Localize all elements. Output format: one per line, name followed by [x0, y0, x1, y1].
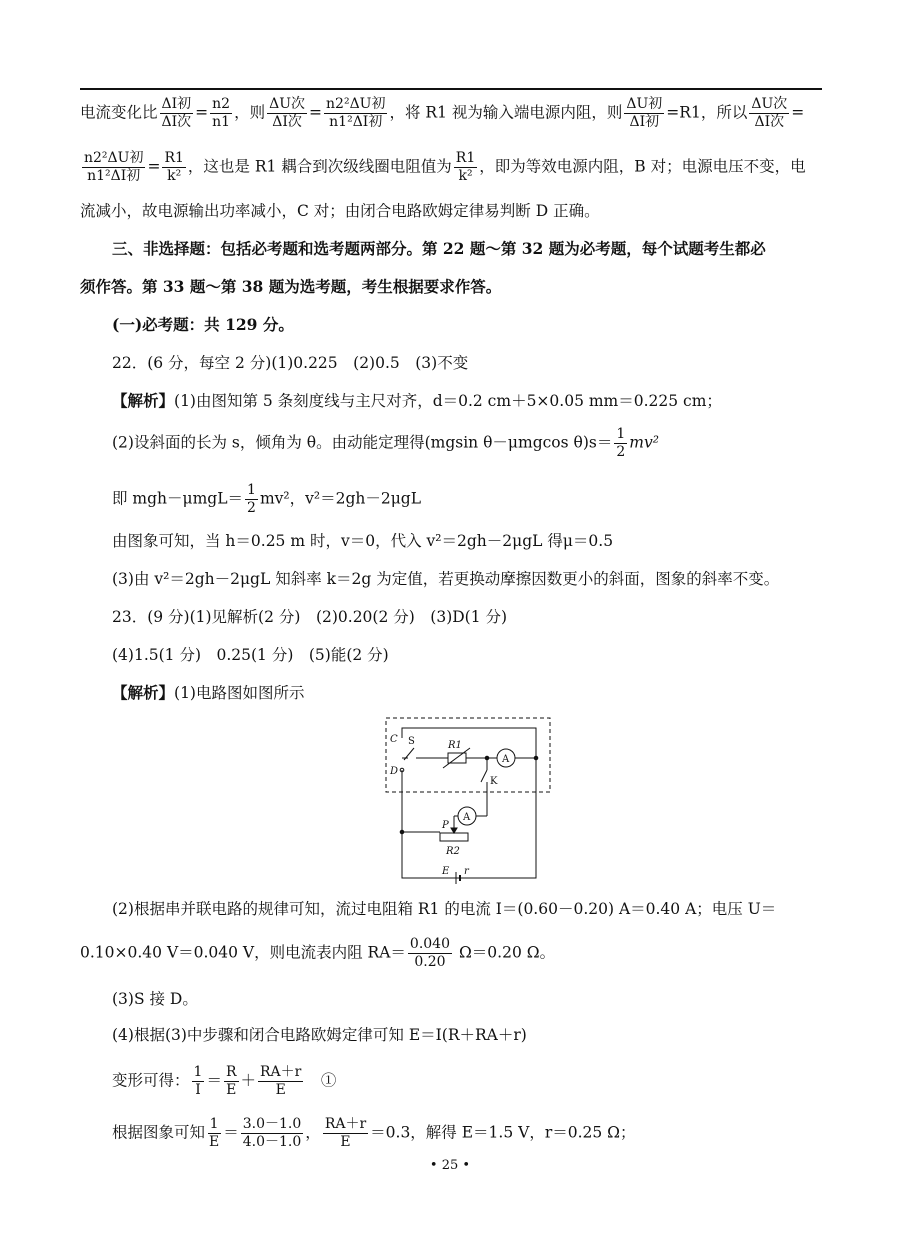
text: =R1，所以 — [666, 103, 748, 122]
denominator: ΔI初 — [629, 114, 660, 130]
fraction — [454, 150, 477, 185]
denominator: ΔI次 — [754, 114, 785, 130]
slider-arrow — [451, 828, 457, 833]
denominator: 2 — [247, 500, 256, 516]
q22-analysis-3 — [112, 482, 822, 517]
text: ① — [305, 1071, 337, 1090]
subsection-heading: (一)必考题：共 129 分。 — [112, 315, 294, 334]
text: ，则 — [234, 103, 266, 122]
text: ，将 R1 视为输入端电源内阻，则 — [389, 103, 623, 122]
para-line-3: 流减小，故电源输出功率减小，C 对；由闭合电路欧姆定律易判断 D 正确。 — [80, 202, 600, 220]
numerator: RA＋r — [260, 1064, 302, 1080]
numerator: R — [225, 1064, 237, 1080]
q23-analysis-2: (2)根据串并联电路的规律可知，流过电阻箱 R1 的电流 I＝(0.60－0.20) A＝0.40 A；电压 U＝ — [112, 900, 777, 918]
denominator: k² — [167, 168, 182, 184]
denominator: E — [209, 1134, 220, 1150]
text: ＝0.3，解得 E＝1.5 V，r＝0.25 Ω； — [370, 1123, 636, 1142]
numerator: 3.0－1.0 — [242, 1116, 302, 1132]
fraction — [323, 1116, 368, 1151]
q23-analysis-4: (3)S 接 D。 — [112, 990, 198, 1008]
circuit-diagram — [380, 712, 560, 884]
label-r2: R2 — [446, 846, 460, 857]
junction — [534, 756, 538, 760]
denominator: ΔI次 — [161, 114, 192, 130]
label-p: P — [442, 820, 449, 831]
fraction — [245, 482, 258, 517]
text: mv² — [629, 433, 659, 452]
label-r1: R1 — [448, 740, 462, 751]
analysis-tag: 【解析】 — [112, 391, 175, 410]
text: = — [195, 103, 209, 122]
fraction — [224, 1064, 239, 1099]
page-number: • 25 • — [429, 1158, 471, 1173]
fraction — [192, 1064, 205, 1099]
denominator: 2 — [616, 444, 626, 460]
label-ammeter-bottom: A — [463, 812, 471, 823]
q23-analysis-3 — [80, 936, 822, 971]
fraction — [241, 1116, 304, 1151]
label-k: K — [490, 776, 498, 787]
numerator: RA＋r — [324, 1116, 367, 1132]
r2-rheostat — [440, 833, 468, 841]
q23-analysis-5: (4)根据(3)中步骤和闭合电路欧姆定律可知 E＝I(R＋RA＋r) — [112, 1026, 527, 1044]
text: ＋ — [240, 1071, 257, 1090]
numerator: ΔU次 — [269, 96, 306, 112]
text: 0.10×0.40 V＝0.040 V，则电流表内阻 RA＝ — [80, 943, 406, 962]
text: 电流变化比 — [80, 103, 158, 122]
denominator: 4.0－1.0 — [242, 1134, 302, 1150]
q23-answer-2: (4)1.5(1 分) 0.25(1 分) (5)能(2 分) — [112, 646, 389, 664]
numerator: 1 — [247, 482, 256, 498]
numerator: n2²ΔU初 — [84, 150, 144, 166]
denominator: 0.20 — [414, 954, 446, 970]
dashed-box — [386, 718, 550, 792]
text: 根据图象可知 — [112, 1123, 206, 1142]
text: = — [791, 103, 805, 122]
q22-analysis-4: 由图象可知，当 h＝0.25 m 时，v＝0，代入 v²＝2gh－2μgL 得μ＝0.5 — [112, 532, 614, 550]
text: ，这也是 R1 耦合到次级线圈电阻值为 — [187, 157, 452, 176]
fraction — [82, 150, 145, 185]
fraction — [324, 96, 387, 131]
q23-answer-1: 23．(9 分)(1)见解析(2 分) (2)0.20(2 分) (3)D(1 分) — [112, 608, 508, 626]
header-rule — [80, 88, 822, 90]
denominator: n1²ΔI初 — [87, 168, 141, 184]
switch-s — [404, 748, 414, 760]
numerator: R1 — [455, 150, 476, 166]
text: ＝ — [223, 1123, 239, 1142]
numerator: 1 — [209, 1116, 219, 1132]
text: 即 mgh－μmgL＝ — [112, 489, 244, 508]
text: (2)设斜面的长为 s，倾角为 θ。由动能定理得(mgsin θ－μmgcos θ)s＝ — [112, 433, 613, 452]
text: ， — [305, 1123, 321, 1142]
fraction — [408, 936, 452, 971]
outer-wire — [402, 728, 536, 878]
q22-analysis-2 — [112, 426, 822, 461]
q22-analysis-5: (3)由 v²＝2gh－2μgL 知斜率 k＝2g 为定值，若更换动摩擦因数更小的斜面，图象的斜率不变。 — [112, 570, 780, 588]
text: Ω＝0.20 Ω。 — [454, 943, 556, 962]
q22-answer: 22．(6 分，每空 2 分)(1)0.225 (2)0.5 (3)不变 — [112, 354, 469, 372]
text: mv²，v²＝2gh－2μgL — [259, 489, 422, 508]
q23-analysis-6 — [112, 1064, 822, 1099]
numerator: ΔU初 — [626, 96, 663, 112]
q23-analysis-1 — [112, 682, 822, 704]
denominator: ΔI次 — [272, 114, 302, 130]
fraction — [162, 150, 185, 185]
fraction — [258, 1064, 303, 1099]
fraction — [267, 96, 307, 131]
para-line-1 — [80, 96, 822, 131]
label-c: C — [390, 734, 398, 745]
label-e: E — [442, 866, 450, 877]
label-d: D — [390, 766, 399, 777]
numerator: 1 — [616, 426, 626, 442]
fraction — [614, 426, 627, 461]
numerator: n2 — [212, 96, 231, 112]
denominator: k² — [458, 168, 473, 184]
fraction — [207, 1116, 221, 1151]
para-line-2 — [80, 150, 822, 185]
denominator: E — [340, 1134, 351, 1150]
label-s: S — [408, 736, 415, 747]
numerator: ΔU次 — [751, 96, 788, 112]
section-heading-line-2: 须作答。第 33 题～第 38 题为选考题，考生根据要求作答。 — [80, 277, 502, 296]
denominator: n1 — [212, 114, 231, 130]
text: ＝ — [206, 1071, 222, 1090]
numerator: ΔI初 — [161, 96, 192, 112]
denominator: E — [275, 1082, 286, 1098]
text: ，即为等效电源内阻，B 对；电源电压不变，电 — [479, 157, 806, 176]
denominator: I — [195, 1082, 201, 1098]
denominator: n1²ΔI初 — [329, 114, 383, 130]
label-ammeter-top: A — [502, 754, 510, 765]
section-heading-line-1: 三、非选择题：包括必考题和选考题两部分。第 22 题～第 32 题为必考题，每个试题考生都必 — [112, 239, 766, 258]
text: (1)电路图如图所示 — [174, 684, 305, 702]
switch-k — [481, 770, 487, 782]
text: = — [309, 103, 323, 122]
text: (1)由图知第 5 条刻度线与主尺对齐，d＝0.2 cm＋5×0.05 mm＝0.225 cm； — [174, 392, 722, 410]
text: = — [147, 157, 161, 176]
analysis-tag: 【解析】 — [112, 683, 175, 702]
fraction — [210, 96, 232, 131]
fraction — [749, 96, 789, 131]
numerator: n2²ΔU初 — [326, 96, 386, 112]
q23-analysis-7 — [112, 1116, 822, 1151]
numerator: 1 — [193, 1064, 203, 1080]
denominator: E — [226, 1082, 237, 1098]
numerator: 0.040 — [409, 936, 451, 952]
numerator: R1 — [164, 150, 184, 166]
text: 变形可得： — [112, 1071, 190, 1090]
label-r: r — [464, 866, 469, 877]
fraction — [160, 96, 194, 131]
fraction — [624, 96, 664, 131]
q22-analysis-1 — [112, 390, 822, 412]
